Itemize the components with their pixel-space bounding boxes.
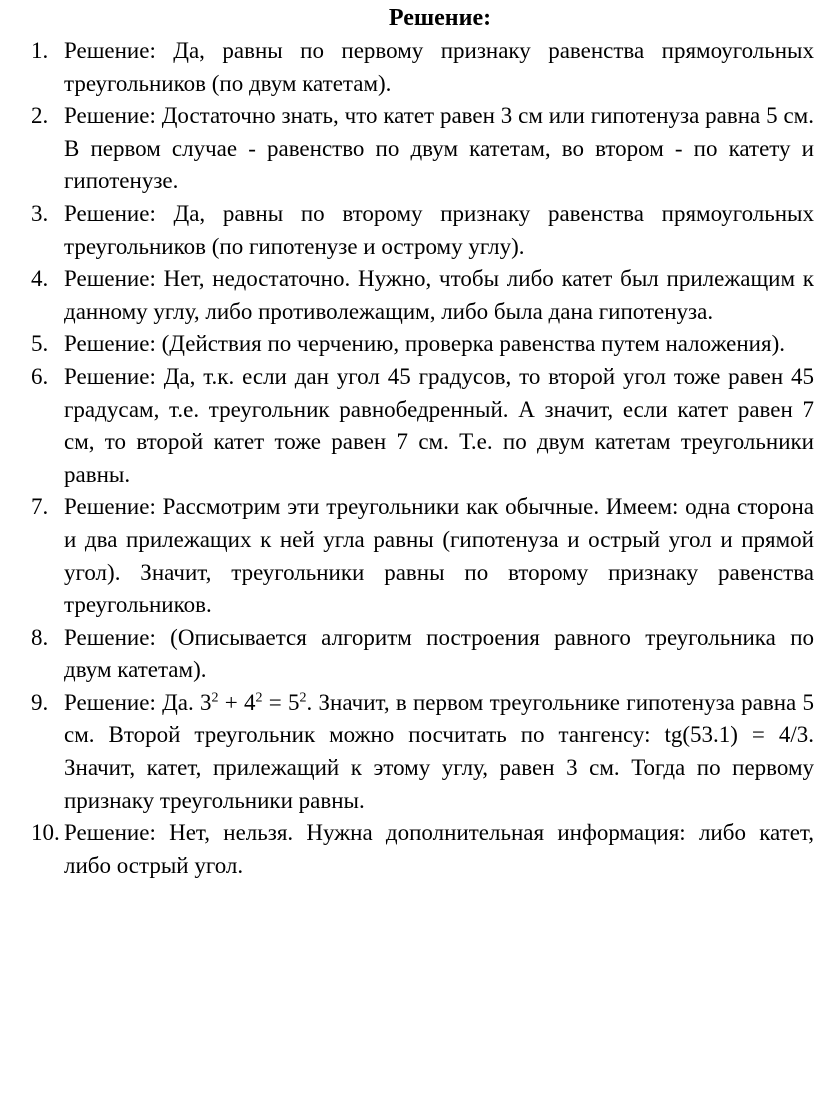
superscript: 2 [255, 690, 263, 706]
item-number: 2. [31, 103, 49, 129]
item-text: Решение: Нет, недостаточно. Нужно, чтобы либо катет был прилежащим к данному углу, либо противолежащим, либо была дана гипотенуза. [64, 266, 814, 324]
item-number: 9. [31, 689, 49, 715]
page-heading: Решение: [388, 5, 492, 31]
superscript: 2 [211, 690, 219, 706]
item-number: 5. [31, 331, 49, 357]
list-item [31, 263, 814, 328]
solutions-list [31, 35, 814, 882]
list-item [31, 328, 814, 361]
item-text: Решение: Да, равны по второму признаку равенства прямоугольных треугольников (по гипотенузе и острому углу). [64, 200, 814, 259]
item-text-part: = 5 [262, 689, 300, 715]
list-item [31, 817, 814, 882]
item-text: Решение: Нет, нельзя. Нужна дополнительная информация: либо катет, либо острый угол. [64, 820, 814, 878]
item-text: Решение: Рассмотрим эти треугольники как обычные. Имеем: одна сторона и два прилежащих к ней угла равны (гипотенуза и острый угол и прямой угол). Значит, треугольники равны по второму признаку равенства треугольников. [64, 494, 814, 618]
item-text: Решение: Да, т.к. если дан угол 45 градусов, то второй угол тоже равен 45 градусам, т.е. треугольник равнобедренный. А значит, если катет равен 7 см, то второй катет тоже равен 7 см. Т.е. по двум катетам треугольники равны. [64, 363, 814, 487]
item-number: 4. [31, 266, 49, 292]
item-text [64, 690, 814, 813]
list-item [31, 198, 814, 263]
item-number: 7. [31, 494, 49, 520]
list-item [31, 100, 814, 198]
item-text: Решение: (Описывается алгоритм построения равного треугольника по двум катетам). [64, 624, 814, 683]
list-item [31, 491, 814, 621]
superscript: 2 [299, 690, 307, 706]
item-text: Решение: Да, равны по первому признаку равенства прямоугольных треугольников (по двум катетам). [64, 38, 814, 96]
list-item [31, 687, 814, 817]
list-item [31, 35, 814, 100]
item-number: 10. [31, 820, 60, 846]
item-text-part: Решение: Да. 3 [64, 689, 212, 715]
list-item [31, 361, 814, 491]
item-text: Решение: (Действия по черчению, проверка равенства путем наложения). [64, 331, 785, 357]
item-number: 3. [31, 200, 49, 226]
item-number: 6. [31, 363, 49, 389]
item-text: Решение: Достаточно знать, что катет равен 3 см или гипотенуза равна 5 см. В первом случае - равенство по двум катетам, во втором - по катету и гипотенузе. [64, 103, 814, 194]
item-text-part: . Значит, в первом треугольнике гипотенуза равна 5 см. Второй треугольник можно посчитать по тангенсу: tg(53.1) = 4/3. Значит, катет, прилежащий к этому углу, равен 3 см. Тогда по первому признаку треугольники равны. [64, 689, 814, 813]
item-number: 1. [31, 38, 49, 63]
list-item [31, 622, 814, 687]
item-number: 8. [31, 624, 49, 650]
item-text-part: + 4 [218, 689, 256, 715]
